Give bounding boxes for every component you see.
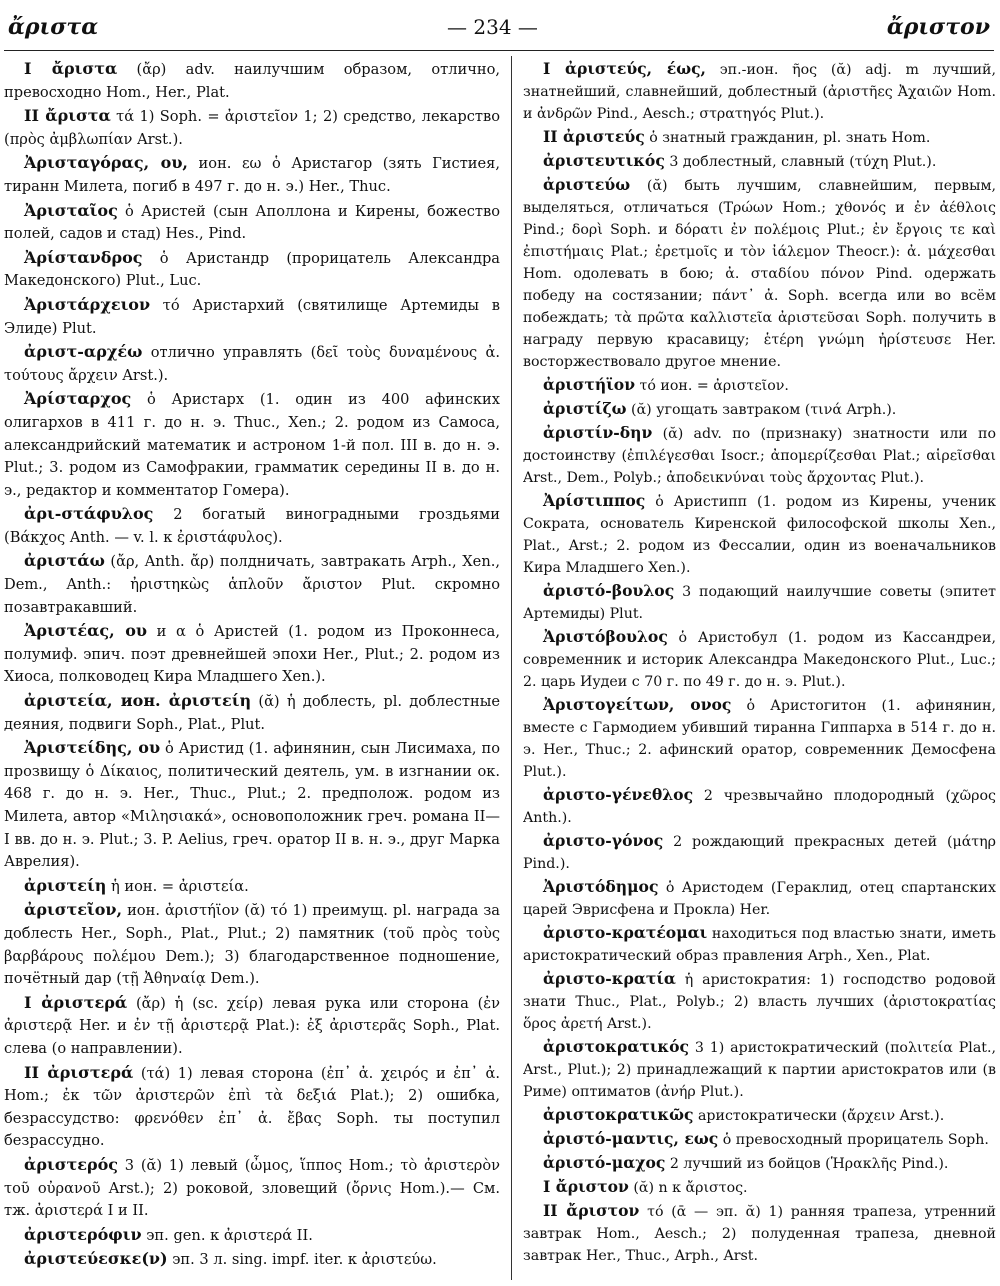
entry-definition: ὁ Аристогитон (1. афинянин, вместе с Гармодием убивший тиранна Гиппарха в 514 г. до н. э. Her., Thuc.; 2. афинский оратор, современник Демосфена Plut.). [523, 698, 996, 780]
entry-definition: 2 рождающий прекрасных детей (μάτηρ Pind.). [523, 834, 996, 872]
dictionary-entry [523, 830, 996, 875]
dictionary-entry [523, 1104, 996, 1127]
entry-headword: II ἄριστον [543, 1201, 640, 1220]
entry-definition: τό (ᾱ — эп. ᾰ) 1) ранняя трапеза, утренний завтрак Hom., Aesch.; 2) полуденная трапеза, дневной завтрак Her., Thuc., Arph., Arst. [523, 1204, 996, 1264]
entry-definition: 2 богатый виноградными гроздьями (Βάκχος Anth. — v. l. к ἐριστάφυλος). [4, 506, 500, 546]
dictionary-entry [4, 503, 500, 549]
entry-headword: ἀριστάω [24, 551, 105, 571]
entry-headword: ἀριστό-μαχος [543, 1153, 666, 1172]
entry-definition: эп. gen. к ἀριστερά II. [141, 1226, 313, 1244]
entry-definition: (ᾰ) adv. по (признаку) знатности или по достоинству (ἐπιλέγεσθαι Isocr.; ἀπομερίζεσθαι Plat.; αἱρεῖσθαι Arst., Dem., Polyb.; ἀποδεικνύναι τοὺς ἄρχοντας Plut.). [523, 426, 996, 486]
dictionary-entry [523, 126, 996, 149]
entry-headword: ἀρι-στάφυλος [24, 504, 154, 524]
entry-headword: I ἀριστεύς, έως, [543, 59, 706, 78]
dictionary-entry [523, 1036, 996, 1103]
entry-headword: ἀριστοκρατικός [543, 1037, 689, 1056]
dictionary-entry [523, 1176, 996, 1199]
entry-definition: отлично управлять (δεῖ τοὺς δυναμένους ἀ. τούτους ἄρχειν Arst.). [4, 344, 500, 384]
entry-headword: ἀριστο-γόνος [543, 831, 664, 850]
entry-headword: Ἀριστογείτων, ονος [543, 695, 732, 714]
dictionary-entry [4, 105, 500, 151]
dictionary-entry [523, 374, 996, 397]
entry-definition: ὁ Аристодем (Гераклид, отец спартанских царей Эврисфена и Прокла) Her. [523, 880, 996, 918]
left-column [4, 58, 500, 1280]
entry-definition: ὁ Аристипп (1. родом из Кирены, ученик Сократа, основатель Киренской философской школы Xen., Plat., Arst.; 2. родом из Фессалии, один из военачальников Кира Младшего Xen.). [523, 494, 996, 576]
entry-definition: ὁ превосходный прорицатель Soph. [718, 1132, 989, 1148]
entry-definition: 3 подающий наилучшие советы (эпитет Артемиды) Plut. [523, 584, 996, 622]
entry-headword: ἀριστευτικός [543, 151, 665, 170]
entry-headword: Ἀριστάρχειον [24, 294, 151, 314]
entry-headword: Ἀρισταγόρας, ου, [24, 153, 188, 173]
header-rule [4, 50, 994, 51]
entry-headword: ἀριστό-βουλος [543, 581, 675, 600]
dictionary-entry [523, 1152, 996, 1175]
dictionary-entry [4, 690, 500, 736]
entry-headword: Ἀρισταῖος [24, 200, 118, 220]
right-column [523, 58, 996, 1280]
entry-headword: ἀριστοκρατικῶς [543, 1105, 694, 1124]
entry-headword: Ἀρίστιππος [543, 491, 646, 510]
entry-headword: II ἀριστεύς [543, 127, 645, 146]
entry-headword: Ἀριστέας, ου [24, 621, 148, 641]
entry-definition: аристократически (ἄρχειν Arst.). [693, 1108, 945, 1124]
dictionary-entry [4, 737, 500, 874]
entry-headword: ἀριστ-αρχέω [24, 342, 143, 362]
entry-definition: ὁ Аристандр (прорицатель Александра Македонского) Plut., Luc. [4, 249, 500, 290]
entry-definition: ион. ἀριστήϊον (ᾰ) τό 1) преимущ. pl. награда за доблесть Her., Soph., Plat., Plut.; 2) памятник (τοῦ πρὸς τοὺς βαρβάρους πολέμου Dem.); 3) благодарственное подношение, почётный дар (τῇ Ἀθηναίᾳ Dem.). [4, 902, 500, 988]
entry-headword: ἀριστεύω [543, 175, 631, 194]
page-header [8, 8, 990, 46]
entry-headword: Ἀριστείδης, ου [24, 738, 161, 758]
entry-definition: ὁ Аристид (1. афинянин, сын Лисимаха, по прозвищу ὁ Δίκαιος, политический деятель, ум. в изгнании ок. 468 г. до н. э. Her., Thuc., Plut.; 2. предполож. родом из Милета, автор «Μιλησιακά», основоположник греч. романа II—I вв. до н. э. Plut.; 3. P. Aelius, греч. оратор II в. н. э., друг Марка Аврелия). [4, 740, 500, 871]
entry-definition: ὁ Аристарх (1. один из 400 афинских олигархов в 411 г. до н. э. Thuc., Xen.; 2. родом из Самоса, александрийский математик и астроном 1-й пол. III в. до н. э. Plut.; 3. родом из Самофракии, грамматик середины II в. до н. э., редактор и комментатор Гомера). [4, 391, 500, 499]
dictionary-entry [523, 968, 996, 1035]
dictionary-entry [4, 200, 500, 246]
entry-headword: ἀριστείη [24, 875, 107, 895]
dictionary-entry [523, 876, 996, 921]
entry-headword: I ἄριστα [24, 59, 118, 78]
entry-headword: ἀριστό-μαντις, εως [543, 1129, 719, 1148]
dictionary-entry [4, 550, 500, 619]
dictionary-entry [523, 580, 996, 625]
entry-headword: I ἀριστερά [24, 992, 128, 1012]
entry-definition: (ᾰ) угощать завтраком (τινά Arph.). [626, 402, 897, 418]
dictionary-entry [4, 247, 500, 293]
dictionary-entry [4, 1154, 500, 1223]
dictionary-entry [4, 899, 500, 990]
entry-headword: ἀριστο-κρατία [543, 969, 676, 988]
dictionary-entry [523, 174, 996, 373]
entry-definition: (τά) 1) левая сторона (ἐπ᾽ ἀ. χειρός и ἐπ᾽ ἀ. Hom.; ἐκ τῶν ἀριστερῶν ἐπὶ τὰ δεξιά Plat.); 2) ошибка, безрассудство: φρενόθεν ἐπ᾽ ἀ. ἔβας Soph. ты поступил безрассудно. [4, 1064, 500, 1150]
entry-definition: находиться под властью знати, иметь аристократический образ правления Arph., Xen., Plat. [523, 926, 996, 964]
dictionary-entry [523, 626, 996, 693]
entry-headword: Ἀρίστανδρος [24, 247, 143, 267]
running-headword-left: ἄριστα [8, 14, 99, 40]
dictionary-entry [523, 150, 996, 173]
dictionary-entry [523, 1128, 996, 1151]
entry-definition: 2 чрезвычайно плодородный (χῶρος Anth.). [523, 788, 996, 826]
entry-headword: Ἀριστόβουλος [543, 627, 668, 646]
dictionary-entry [4, 341, 500, 387]
dictionary-entry [4, 294, 500, 340]
dictionary-entry [4, 1062, 500, 1153]
dictionary-entry [4, 1224, 500, 1248]
page-number: — 234 — [447, 15, 538, 39]
entry-headword: ἀριστο-κρατέομαι [543, 923, 708, 942]
entry-definition: 3 доблестный, славный (τύχη Plut.). [664, 154, 937, 170]
entry-headword: ἀριστεῖον, [24, 900, 123, 920]
entry-headword: Ἀριστόδημος [543, 877, 659, 896]
entry-definition: ὁ Аристей (сын Аполлона и Кирены, божество полей, садов и стад) Hes., Pind. [4, 202, 500, 243]
entry-definition: ὁ Аристобул (1. родом из Кассандреи, современник и историк Александра Македонского Plut., Luc.; 2. царь Иудеи с 70 г. по 49 г. до н. э. Plut.). [523, 630, 996, 690]
column-divider [511, 56, 512, 1280]
running-headword-right: ἄριστον [886, 14, 990, 40]
entry-definition: τό ион. = ἀριστεῖον. [635, 378, 789, 394]
entry-definition: 3 (ᾰ) 1) левый (ὦμος, ἵππος Hom.; τὸ ἀριστερὸν τοῦ οὐρανοῦ Arst.); 2) роковой, зловещий (ὄρνις Hom.).— См. тж. ἀριστερά I и II. [4, 1156, 500, 1220]
dictionary-entry [4, 875, 500, 899]
entry-headword: I ἄριστον [543, 1177, 629, 1196]
dictionary-entry [523, 784, 996, 829]
entry-definition: (ἄρ, Anth. ἄρ) полдничать, завтракать Arph., Xen., Dem., Anth.: ἠριστηκὼς ἁπλοῦν ἄριστον Plut. скромно позавтракавший. [4, 553, 500, 616]
dictionary-entry [4, 152, 500, 198]
entry-definition: эп.-ион. ῆος (ᾰ) adj. m лучший, знатнейший, славнейший, доблестный (ἀριστῆες Ἀχαιῶν Hom. и ἀνδρῶν Pind., Aesch.; στρατηγός Plut.). [523, 62, 996, 122]
dictionary-entry [4, 1248, 500, 1272]
entry-definition: (ᾰ) ἡ доблесть, pl. доблестные деяния, подвиги Soph., Plat., Plut. [4, 693, 500, 733]
dictionary-entry [523, 398, 996, 421]
dictionary-entry [4, 620, 500, 689]
entry-definition: эп. 3 л. sing. impf. iter. к ἀριστεύω. [167, 1251, 437, 1269]
entry-definition: 3 1) аристократический (πολιτεία Plat., Arst., Plut.); 2) принадлежащий к партии аристократов или (в Риме) оптиматов (ἀνήρ Plut.). [523, 1040, 996, 1100]
entry-definition: (ᾰ) n к ἄριστος. [628, 1180, 748, 1196]
entry-headword: ἀριστίν-δην [543, 423, 653, 442]
entry-definition: ион. εω ὁ Аристагор (зять Гистиея, тиранн Милета, погиб в 497 г. до н. э.) Her., Thuc. [4, 155, 500, 195]
entry-headword: ἀριστεύεσκε(ν) [24, 1249, 168, 1269]
dictionary-entry [523, 422, 996, 489]
dictionary-entry [523, 58, 996, 125]
entry-definition: 2 лучший из бойцов (Ἡρακλῆς Pind.). [665, 1156, 949, 1172]
entry-definition: (ᾰ) быть лучшим, славнейшим, первым, выделяться, отличаться (Τρώων Hom.; χθονός и ἐν ἀέθλοις Pind.; δορὶ Soph. и δόρατι ἐν πολέμοις Plut.; ἐν ἔργοις τε καὶ ἐπιστήμαις Plat.; ἐρετμοῖς и τὸν ἰάλεμον Theocr.): ἀ. μάχεσθαι Hom. одолевать в бою; ἀ. σταδίου πόνον Pind. одержать победу на состязании; πάντ᾽ ἀ. Soph. всегда или во всём побеждать; τὰ πρῶτα καλλιστεῖα ἀριστεῦσαι Soph. получить в награду первую красавицу; ἑτέρη γνώμη ἠρίστευσε Her. восторжествовало другое мнение. [523, 178, 996, 370]
entry-headword: ἀριστερός [24, 1154, 119, 1174]
dictionary-entry [523, 694, 996, 783]
entry-definition: (ἄρ) adv. наилучшим образом, отлично, превосходно Hom., Her., Plat. [4, 61, 500, 101]
dictionary-entry [4, 992, 500, 1061]
entry-definition: ὁ знатный гражданин, pl. знать Hom. [644, 130, 931, 146]
dictionary-entry [4, 58, 500, 104]
entry-definition: ἡ аристократия: 1) господство родовой знати Thuc., Plat., Polyb.; 2) власть лучших (ἀριστοκρατίας ὅρος ἀρετή Arst.). [523, 972, 996, 1032]
entry-definition: τά 1) Soph. = ἀριστεῖον 1; 2) средство, лекарство (πρὸς ἀμβλωπίαν Arst.). [4, 108, 500, 148]
entry-headword: ἀριστερόφιν [24, 1224, 142, 1244]
dictionary-entry [523, 922, 996, 967]
entry-headword: Ἀρίσταρχος [24, 389, 132, 409]
dictionary-entry [4, 388, 500, 502]
entry-headword: II ἄριστα [24, 106, 111, 126]
entry-headword: ἀριστεία, ион. ἀριστείη [24, 691, 252, 711]
entry-definition: ἡ ион. = ἀριστεία. [106, 877, 249, 895]
entry-headword: ἀριστίζω [543, 399, 627, 418]
entry-definition: и α ὁ Аристей (1. родом из Проконнеса, полумиф. эпич. поэт древнейшей эпохи Her., Plut.; 2. родом из Хиоса, полководец Кира Младшего Xen.). [4, 623, 500, 686]
entry-definition: (ἄρ) ἡ (sc. χείρ) левая рука или сторона (ἐν ἀριστερᾷ Her. и ἐν τῇ ἀριστερᾷ Plat.): ἐξ ἀριστερᾶς Soph., Plat. слева (о направлении). [4, 994, 500, 1057]
dictionary-entry [523, 490, 996, 579]
entry-headword: II ἀριστερά [24, 1062, 134, 1082]
entry-headword: ἀριστήϊον [543, 375, 636, 394]
dictionary-entry [523, 1200, 996, 1267]
entry-headword: ἀριστο-γένεθλος [543, 785, 694, 804]
entry-definition: τό Аристархий (святилище Артемиды в Элиде) Plut. [4, 296, 500, 337]
